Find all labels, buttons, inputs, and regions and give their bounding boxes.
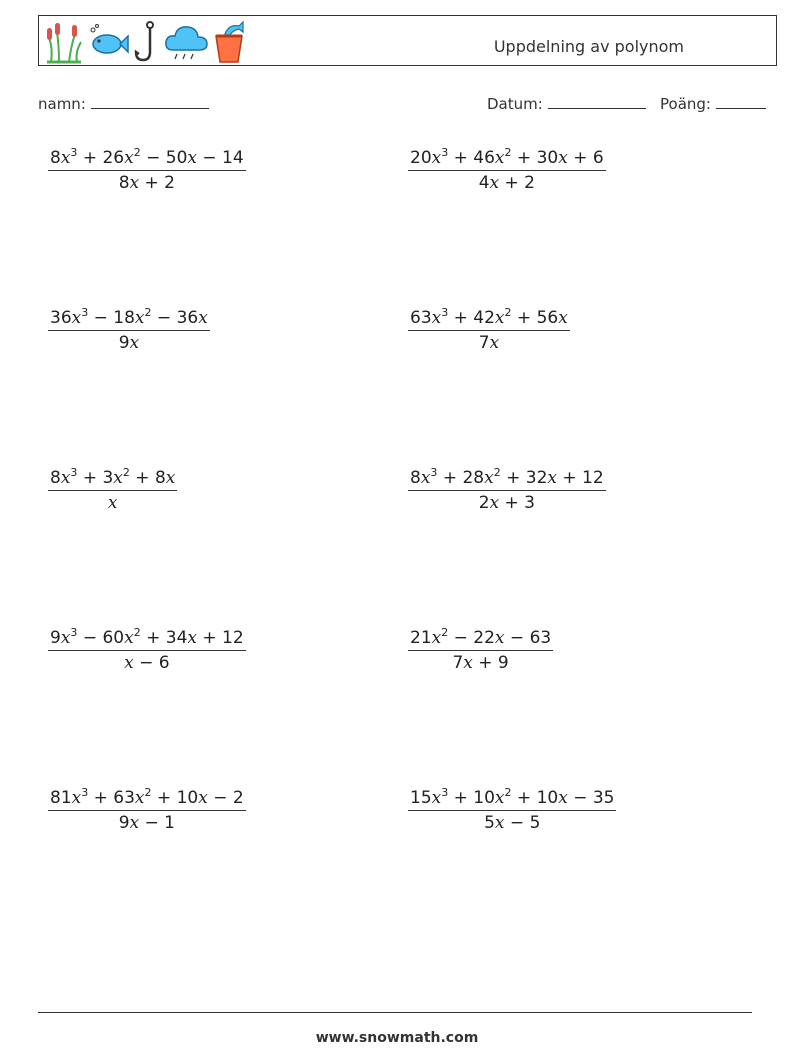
denominator: 7x [478,333,500,353]
denominator: x [107,493,118,513]
numerator: $8x^3 + 28x^2 + 32x + 12$ [408,468,606,491]
score-field [660,94,766,113]
problem-6 [408,468,606,513]
numerator: $8x^3 + 3x^2 + 8x$ [48,468,177,491]
denominator: 8x + 2 [118,173,175,193]
problem-7 [48,628,246,673]
fish-bucket-icon [213,20,245,64]
worksheet-header [38,15,777,66]
numerator: $20x^3 + 46x^2 + 30x + 6$ [408,148,606,171]
score-label: Poäng: [660,95,711,113]
numerator: $9x^3 - 60x^2 + 34x + 12$ [48,628,246,651]
problem-9 [48,788,246,833]
name-label: namn: [38,95,86,113]
date-label: Datum: [487,95,543,113]
name-blank[interactable] [91,94,209,109]
denominator: 7x + 9 [452,653,509,673]
date-blank[interactable] [548,94,646,109]
problem-3 [48,308,210,353]
name-field [38,94,209,113]
numerator: $36x^3 - 18x^2 - 36x$ [48,308,210,331]
fishing-hook-icon [133,20,159,64]
footer-url: www.snowmath.com [315,1030,479,1046]
denominator: 2x + 3 [478,493,535,513]
problem-8 [408,628,553,673]
footer-divider [38,1012,752,1013]
numerator: $63x^3 + 42x^2 + 56x$ [408,308,570,331]
denominator: 9x − 1 [118,813,175,833]
numerator: $81x^3 + 63x^2 + 10x - 2$ [48,788,246,811]
numerator: $15x^3 + 10x^2 + 10x - 35$ [408,788,616,811]
fish-icon [87,20,129,64]
denominator: 5x − 5 [484,813,541,833]
problem-4 [408,308,570,353]
denominator: x − 6 [124,653,170,673]
problem-2 [408,148,606,193]
score-blank[interactable] [716,94,766,109]
denominator: 4x + 2 [478,173,535,193]
numerator: $21x^2 - 22x - 63$ [408,628,553,651]
problem-1 [48,148,246,193]
problem-10 [408,788,616,833]
rain-cloud-icon [163,20,209,64]
cattail-reeds-icon [45,20,83,64]
numerator: $8x^3 + 26x^2 - 50x - 14$ [48,148,246,171]
denominator: 9x [118,333,140,353]
page-title: Uppdelning av polynom [493,37,684,56]
problem-5 [48,468,177,513]
date-field [487,94,646,113]
header-icons [45,20,245,64]
